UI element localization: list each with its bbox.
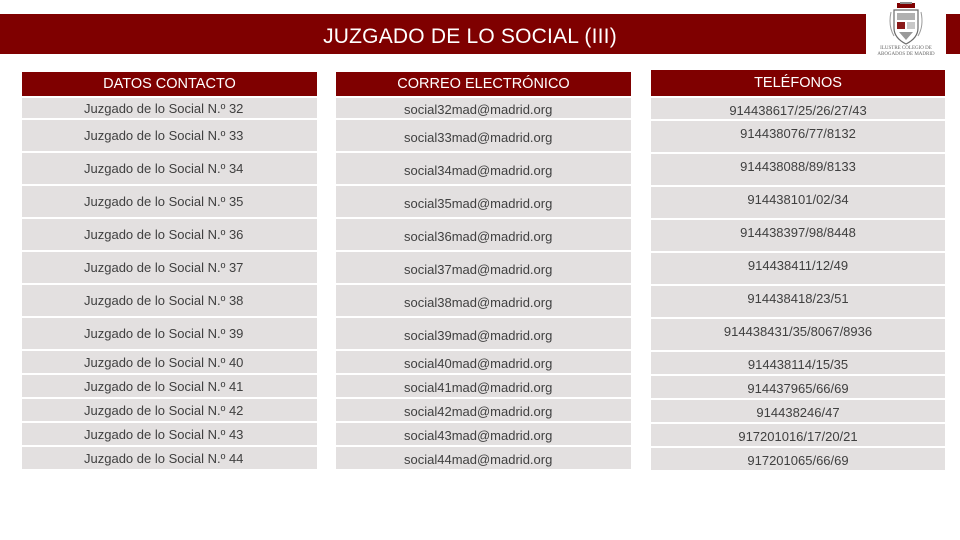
- phone-cell: 914438114/15/35: [651, 352, 945, 374]
- email-cell: social32mad@madrid.org: [336, 98, 631, 118]
- column-contact: [22, 72, 317, 471]
- contact-cell: Juzgado de lo Social N.º 43: [22, 423, 317, 445]
- phone-cell: 914438088/89/8133: [651, 154, 945, 185]
- phone-cell: 914438418/23/51: [651, 286, 945, 317]
- contact-cell: Juzgado de lo Social N.º 35: [22, 186, 317, 217]
- phone-cell: 914438411/12/49: [651, 253, 945, 284]
- column-header-contact: DATOS CONTACTO: [22, 72, 317, 96]
- column-email: [336, 72, 631, 471]
- page-title: JUZGADO DE LO SOCIAL (III): [323, 25, 617, 48]
- phone-cell: 914438617/25/26/27/43: [651, 98, 945, 119]
- phone-cell: 914437965/66/69: [651, 376, 945, 398]
- email-cell: social35mad@madrid.org: [336, 186, 631, 217]
- email-cell: social34mad@madrid.org: [336, 153, 631, 184]
- email-cell: social38mad@madrid.org: [336, 285, 631, 316]
- phone-cell: 914438431/35/8067/8936: [651, 319, 945, 350]
- column-header-phones: TELÉFONOS: [651, 70, 945, 96]
- phone-cell: 914438101/02/34: [651, 187, 945, 218]
- contact-cell: Juzgado de lo Social N.º 40: [22, 351, 317, 373]
- bar-association-logo: [866, 2, 946, 68]
- email-cell: social43mad@madrid.org: [336, 423, 631, 445]
- crest-icon: [866, 2, 946, 46]
- contact-cell: Juzgado de lo Social N.º 34: [22, 153, 317, 184]
- email-cell: social37mad@madrid.org: [336, 252, 631, 283]
- contact-cell: Juzgado de lo Social N.º 32: [22, 98, 317, 118]
- contact-cell: Juzgado de lo Social N.º 38: [22, 285, 317, 316]
- contact-cell: Juzgado de lo Social N.º 41: [22, 375, 317, 397]
- email-cell: social36mad@madrid.org: [336, 219, 631, 250]
- contact-cell: Juzgado de lo Social N.º 37: [22, 252, 317, 283]
- email-cell: social44mad@madrid.org: [336, 447, 631, 469]
- contact-cell: Juzgado de lo Social N.º 39: [22, 318, 317, 349]
- column-phones: [651, 72, 945, 472]
- phone-cell: 914438397/98/8448: [651, 220, 945, 251]
- contact-cell: Juzgado de lo Social N.º 33: [22, 120, 317, 151]
- phone-cell: 917201016/17/20/21: [651, 424, 945, 446]
- contact-cell: Juzgado de lo Social N.º 42: [22, 399, 317, 421]
- email-cell: social42mad@madrid.org: [336, 399, 631, 421]
- email-cell: social33mad@madrid.org: [336, 120, 631, 151]
- email-cell: social40mad@madrid.org: [336, 351, 631, 373]
- email-cell: social41mad@madrid.org: [336, 375, 631, 397]
- column-header-email: CORREO ELECTRÓNICO: [336, 72, 631, 96]
- email-cell: social39mad@madrid.org: [336, 318, 631, 349]
- phone-cell: 914438076/77/8132: [651, 121, 945, 152]
- phone-cell: 914438246/47: [651, 400, 945, 422]
- contact-cell: Juzgado de lo Social N.º 44: [22, 447, 317, 469]
- contact-cell: Juzgado de lo Social N.º 36: [22, 219, 317, 250]
- logo-caption: ILUSTRE COLEGIO DE ABOGADOS DE MADRID: [877, 46, 935, 57]
- phone-cell: 917201065/66/69: [651, 448, 945, 470]
